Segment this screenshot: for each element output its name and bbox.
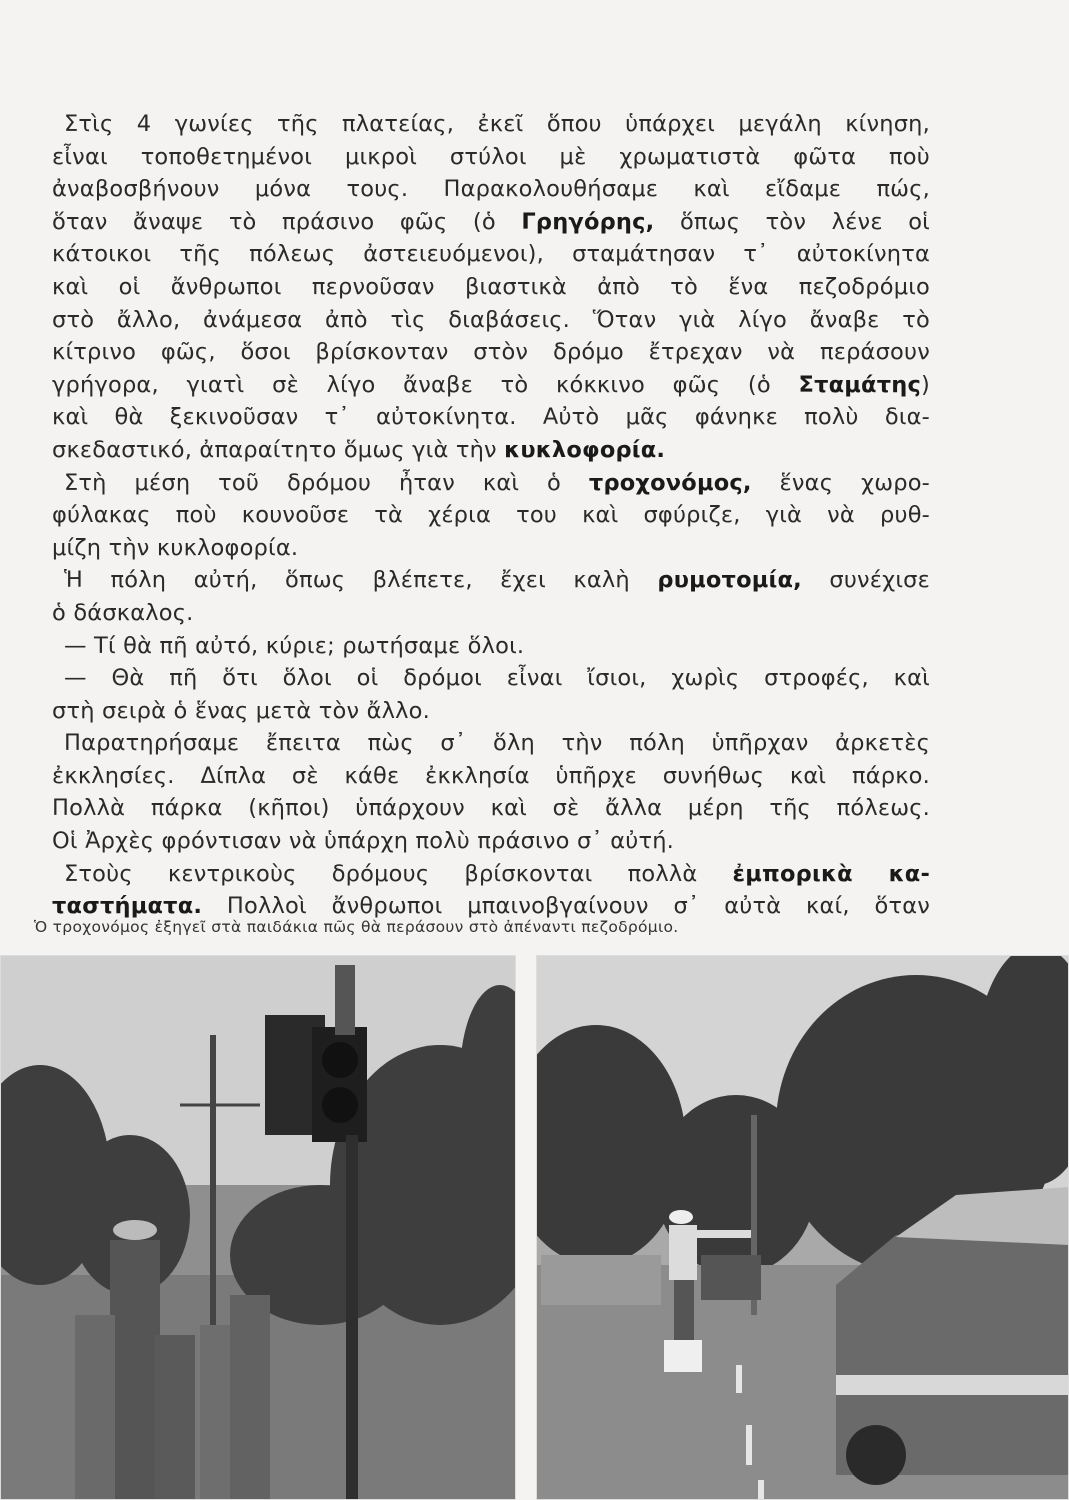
text-line: μίζη τὴν κυκλοφορία. (52, 534, 299, 561)
term-stamatis: Σταμάτης (798, 371, 922, 398)
text-line: φύλακας ποὺ κουνοῦσε τὰ χέρια του καὶ σφύριζε, γιὰ νὰ ρυθ- (52, 502, 930, 529)
text-line: Στὶς 4 γωνίες τῆς πλατείας, ἐκεῖ ὅπου ὑπάρχει μεγάλη κίνηση, (64, 111, 930, 137)
photo-traffic-lights (0, 955, 516, 1500)
text-line: στὸ ἄλλο, ἀνάμεσα ἀπὸ τὶς διαβάσεις. Ὅταν γιὰ λίγο ἄναβε τὸ (52, 306, 930, 333)
text-line: στὴ σειρὰ ὁ ἕνας μετὰ τὸν ἄλλο. (52, 697, 430, 724)
text-line: κάτοικοι τῆς πόλεως ἀστειευόμενοι), σταμάτησαν τ᾽ αὐτοκίνητα (52, 241, 930, 268)
text-line: — Θὰ πῆ ὅτι ὅλοι οἱ δρόμοι εἶναι ἴσιοι, χωρὶς στροφές, καὶ (64, 665, 930, 692)
term-rymotomia: ρυμοτομία, (657, 567, 802, 594)
term-emporika: ἐμπορικὰ κα- (732, 860, 931, 887)
text-line: ὅταν ἄναψε τὸ πράσινο φῶς (ὁ Γρηγόρης, ὅπως τὸν λένε οἱ (52, 208, 930, 235)
term-grigoris: Γρηγόρης, (521, 208, 655, 235)
text-line: ἐκκλησίες. Δίπλα σὲ κάθε ἐκκλησία ὑπῆρχε συνήθως καὶ πάρκο. (52, 762, 930, 789)
text-line: Οἱ Ἀρχὲς φρόντισαν νὰ ὑπάρχη πολὺ πράσινο σ᾽ αὐτή. (52, 828, 675, 855)
text-line: σκεδαστικό, ἀπαραίτητο ὅμως γιὰ τὴν κυκλοφορία. (52, 436, 666, 463)
text-line: Ἡ πόλη αὐτή, ὅπως βλέπετε, ἔχει καλὴ ρυμοτομία, συνέχισε (64, 567, 931, 594)
term-trochonomos: τροχονόμος, (588, 469, 752, 496)
body-text (52, 108, 930, 923)
text-line: ταστήματα. Πολλοὶ ἄνθρωποι μπαινοβγαίνουν σ᾽ αὐτὰ καί, ὅταν (52, 893, 930, 920)
text-line: καὶ θὰ ξεκινοῦσαν τ᾽ αὐτοκίνητα. Αὐτὸ μᾶς φάνηκε πολὺ δια- (52, 404, 930, 431)
photo-caption: Ὁ τροχονόμος ἐξηγεῖ στὰ παιδάκια πῶς θὰ περάσουν στὸ ἀπέναντι πεζοδρόμιο. (34, 918, 679, 936)
text-line: Στὴ μέση τοῦ δρόμου ἦταν καὶ ὁ τροχονόμος, ἕνας χωρο- (64, 469, 930, 496)
text-line: ὁ δάσκαλος. (52, 599, 194, 626)
text-line: καὶ οἱ ἄνθρωποι περνοῦσαν βιαστικὰ ἀπὸ τὸ ἕνα πεζοδρόμιο (52, 273, 930, 300)
text-line: — Τί θὰ πῆ αὐτό, κύριε; ρωτήσαμε ὅλοι. (64, 632, 525, 659)
term-katastimata: ταστήματα. (52, 893, 203, 920)
text-line: γρήγορα, γιατὶ σὲ λίγο ἄναβε τὸ κόκκινο φῶς (ὁ Σταμάτης) (52, 371, 930, 398)
text-line: ἀναβοσβήνουν μόνα τους. Παρακολουθήσαμε καὶ εἴδαμε πώς, (52, 176, 930, 203)
text-line: Πολλὰ πάρκα (κῆποι) ὑπάρχουν καὶ σὲ ἄλλα μέρη τῆς πόλεως. (52, 795, 930, 822)
term-kykloforia: κυκλοφορία. (504, 436, 666, 463)
text-line: Στοὺς κεντρικοὺς δρόμους βρίσκονται πολλὰ ἐμπορικὰ κα- (64, 860, 931, 887)
text-line: Παρατηρήσαμε ἔπειτα πὼς σ᾽ ὅλη τὴν πόλη ὑπῆρχαν ἀρκετὲς (64, 730, 930, 757)
photo-traffic-officer (536, 955, 1069, 1500)
text-line: κίτρινο φῶς, ὅσοι βρίσκονταν στὸν δρόμο ἔτρεχαν νὰ περάσουν (52, 339, 930, 366)
text-line: εἶναι τοποθετημένοι μικροὶ στύλοι μὲ χρωματιστὰ φῶτα ποὺ (52, 143, 930, 170)
